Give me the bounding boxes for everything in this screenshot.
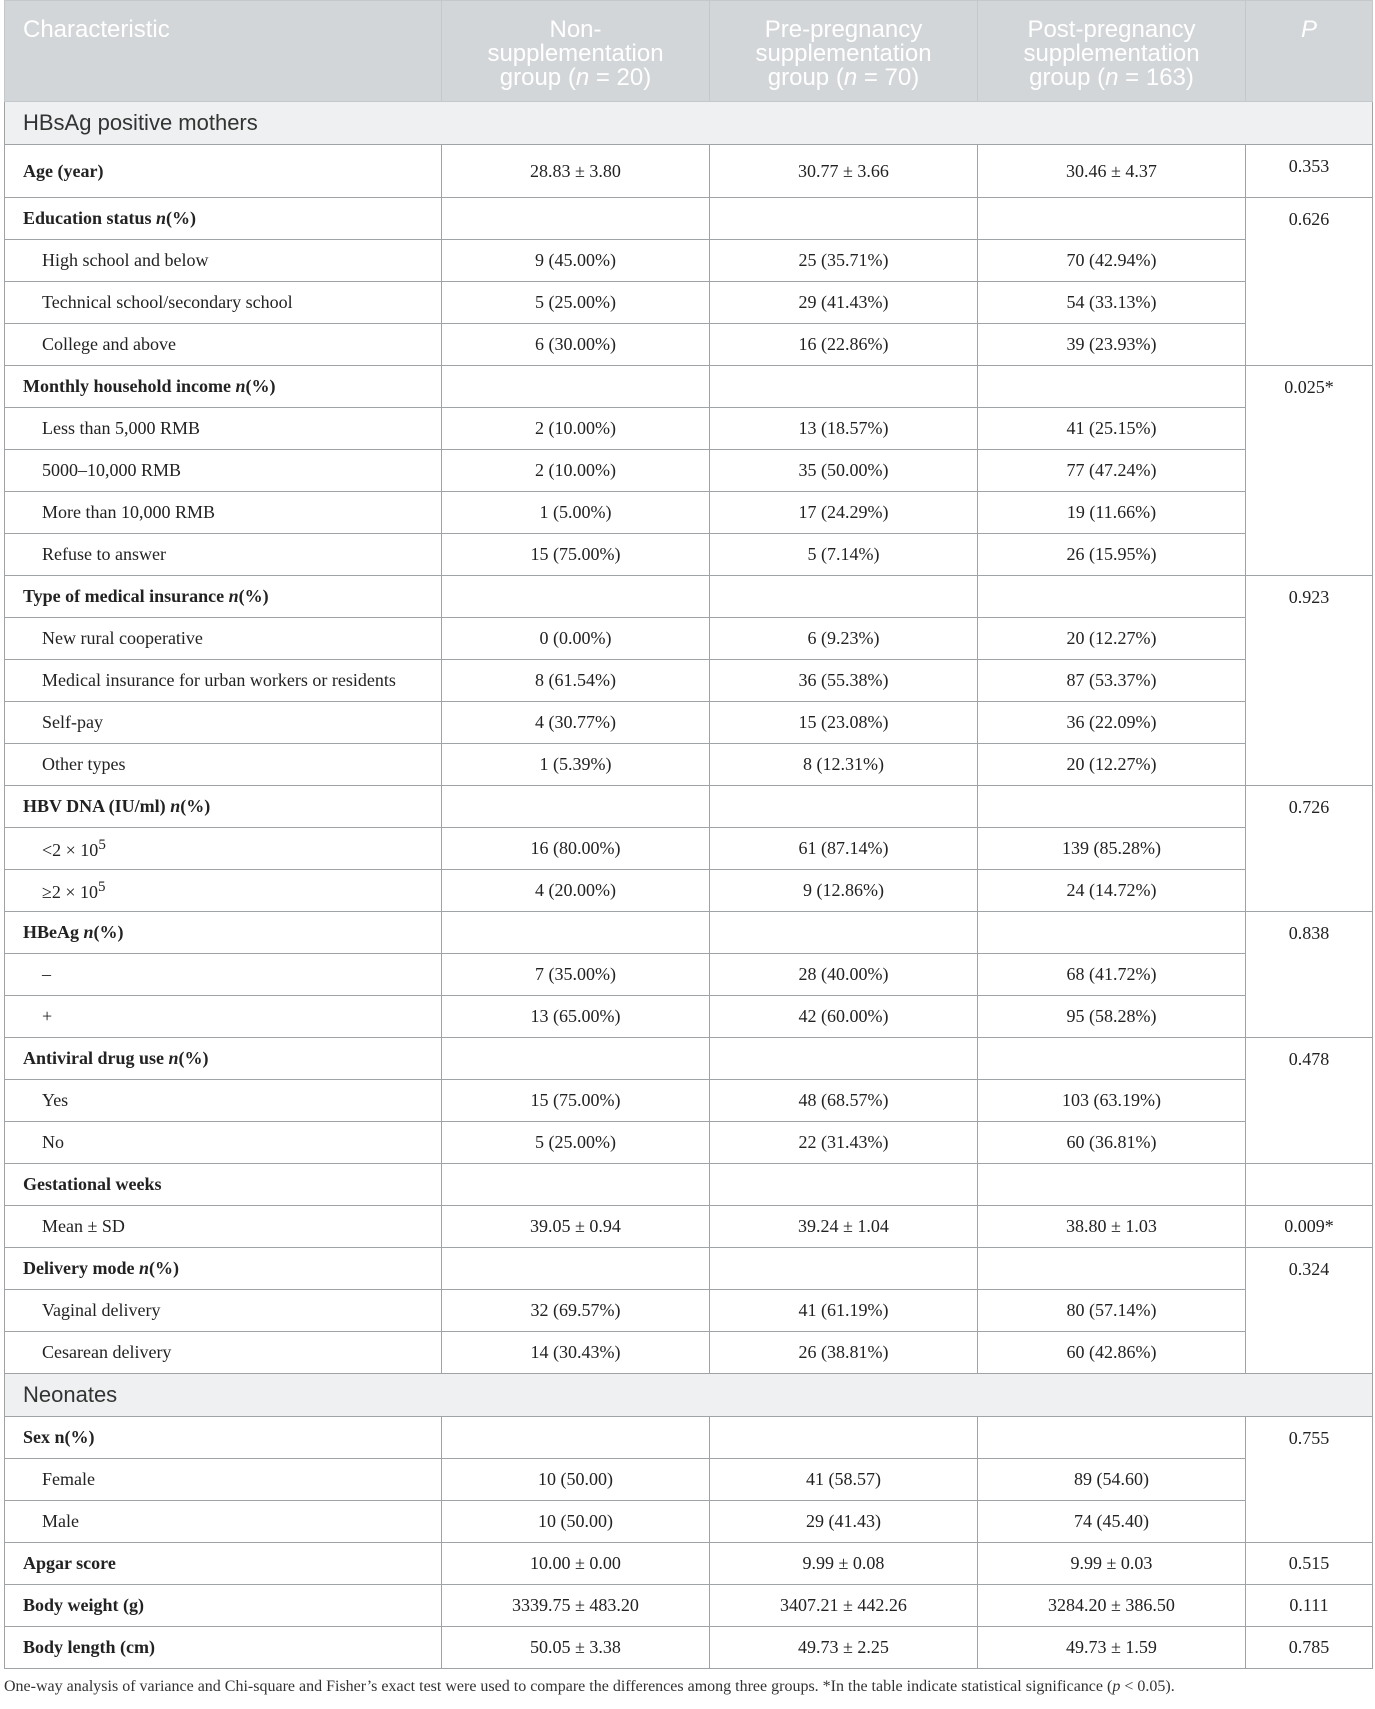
row-label: Delivery mode n(%)	[5, 1248, 442, 1290]
table-row-apgar	[5, 1543, 1373, 1585]
row-label: Type of medical insurance n(%)	[5, 576, 442, 618]
cell-value: 15 (75.00%)	[442, 534, 710, 576]
header-post-pregnancy: Post-pregnancy supplementation group (n = 163)	[978, 1, 1246, 102]
cell-value: 41 (25.15%)	[978, 408, 1246, 450]
cell-value: 7 (35.00%)	[442, 954, 710, 996]
cell-value: 6 (30.00%)	[442, 324, 710, 366]
cell-value: 20 (12.27%)	[978, 618, 1246, 660]
table-row	[5, 1501, 1373, 1543]
row-label: Sex n(%)	[5, 1417, 442, 1459]
table-row	[5, 744, 1373, 786]
row-label: HBV DNA (IU/ml) n(%)	[5, 786, 442, 828]
row-label: Refuse to answer	[5, 534, 442, 576]
row-label: Male	[5, 1501, 442, 1543]
table-row	[5, 702, 1373, 744]
cell-value: 39.24 ± 1.04	[710, 1206, 978, 1248]
cell-value: 74 (45.40)	[978, 1501, 1246, 1543]
cell-value: 4 (20.00%)	[442, 870, 710, 912]
cell-value: 103 (63.19%)	[978, 1080, 1246, 1122]
p-value: 0.515	[1246, 1543, 1373, 1585]
row-label: Gestational weeks	[5, 1164, 442, 1206]
cell-value: 3339.75 ± 483.20	[442, 1585, 710, 1627]
section-title: HBsAg positive mothers	[5, 102, 1373, 145]
cell-value: 8 (12.31%)	[710, 744, 978, 786]
cell-value: 19 (11.66%)	[978, 492, 1246, 534]
row-label: No	[5, 1122, 442, 1164]
table-row	[5, 1122, 1373, 1164]
section-row-neonates	[5, 1374, 1373, 1417]
cell-value: 39.05 ± 0.94	[442, 1206, 710, 1248]
header-row	[5, 1, 1373, 102]
cell-value: 29 (41.43)	[710, 1501, 978, 1543]
p-value: 0.726	[1246, 786, 1373, 912]
characteristics-table	[4, 0, 1373, 1669]
cell-value: 28 (40.00%)	[710, 954, 978, 996]
row-label: College and above	[5, 324, 442, 366]
cell-value: 89 (54.60)	[978, 1459, 1246, 1501]
cell-value: 95 (58.28%)	[978, 996, 1246, 1038]
cell-value: 39 (23.93%)	[978, 324, 1246, 366]
cell-value: 10 (50.00)	[442, 1501, 710, 1543]
table-row	[5, 954, 1373, 996]
cell-value: 30.46 ± 4.37	[978, 145, 1246, 198]
cell-value: 35 (50.00%)	[710, 450, 978, 492]
row-label: Mean ± SD	[5, 1206, 442, 1248]
cell-value: 77 (47.24%)	[978, 450, 1246, 492]
table-footnote: One-way analysis of variance and Chi-square and Fisher’s exact test were used to compare the differences among three groups. *In the table indicate statistical significance (p < 0.05).	[4, 1678, 1175, 1695]
cell-value: 28.83 ± 3.80	[442, 145, 710, 198]
cell-value: 0 (0.00%)	[442, 618, 710, 660]
cell-value: 2 (10.00%)	[442, 450, 710, 492]
table-row	[5, 996, 1373, 1038]
table-row	[5, 450, 1373, 492]
cell-value: 70 (42.94%)	[978, 240, 1246, 282]
table-row-antiviral	[5, 1038, 1373, 1080]
row-label: Monthly household income n(%)	[5, 366, 442, 408]
row-label: Vaginal delivery	[5, 1290, 442, 1332]
cell-value: 41 (58.57)	[710, 1459, 978, 1501]
cell-value: 5 (25.00%)	[442, 282, 710, 324]
row-label: Cesarean delivery	[5, 1332, 442, 1374]
row-label: –	[5, 954, 442, 996]
cell-value: 9.99 ± 0.08	[710, 1543, 978, 1585]
table-row-length	[5, 1627, 1373, 1669]
table-row	[5, 660, 1373, 702]
row-label: Age (year)	[5, 145, 442, 198]
table-row	[5, 282, 1373, 324]
table-row-hbeag	[5, 912, 1373, 954]
cell-value: 54 (33.13%)	[978, 282, 1246, 324]
cell-value: 36 (55.38%)	[710, 660, 978, 702]
cell-value: 36 (22.09%)	[978, 702, 1246, 744]
row-label: Female	[5, 1459, 442, 1501]
table-row-insurance	[5, 576, 1373, 618]
row-label: Yes	[5, 1080, 442, 1122]
p-value: 0.025*	[1246, 366, 1373, 576]
cell-value: 13 (18.57%)	[710, 408, 978, 450]
cell-value: 30.77 ± 3.66	[710, 145, 978, 198]
cell-value: 5 (7.14%)	[710, 534, 978, 576]
p-value: 0.923	[1246, 576, 1373, 786]
table-row	[5, 828, 1373, 870]
row-label: $\ge 2 \times 10^5$	[5, 870, 442, 912]
cell-value: 26 (38.81%)	[710, 1332, 978, 1374]
p-value: 0.838	[1246, 912, 1373, 1038]
table-row	[5, 324, 1373, 366]
cell-value: 15 (75.00%)	[442, 1080, 710, 1122]
cell-value: 1 (5.39%)	[442, 744, 710, 786]
cell-value: 26 (15.95%)	[978, 534, 1246, 576]
p-value: 0.785	[1246, 1627, 1373, 1669]
row-label: High school and below	[5, 240, 442, 282]
p-value: 0.755	[1246, 1417, 1373, 1543]
header-pre-pregnancy: Pre-pregnancy supplementation group (n = 70)	[710, 1, 978, 102]
cell-value: 38.80 ± 1.03	[978, 1206, 1246, 1248]
row-label: Apgar score	[5, 1543, 442, 1585]
table-row	[5, 1332, 1373, 1374]
cell-value: 41 (61.19%)	[710, 1290, 978, 1332]
cell-value: 14 (30.43%)	[442, 1332, 710, 1374]
row-label: 5000–10,000 RMB	[5, 450, 442, 492]
section-title: Neonates	[5, 1374, 1373, 1417]
cell-value: 20 (12.27%)	[978, 744, 1246, 786]
table-row-education	[5, 198, 1373, 240]
row-label: Body weight (g)	[5, 1585, 442, 1627]
table-row-income	[5, 366, 1373, 408]
cell-value: 15 (23.08%)	[710, 702, 978, 744]
cell-value: 9 (45.00%)	[442, 240, 710, 282]
cell-value: 10 (50.00)	[442, 1459, 710, 1501]
table-container	[4, 0, 1372, 1696]
cell-value: 9.99 ± 0.03	[978, 1543, 1246, 1585]
row-label: Technical school/secondary school	[5, 282, 442, 324]
p-value: 0.353	[1246, 145, 1373, 198]
table-row-sex	[5, 1417, 1373, 1459]
cell-value: 60 (42.86%)	[978, 1332, 1246, 1374]
p-value: 0.478	[1246, 1038, 1373, 1164]
row-label: More than 10,000 RMB	[5, 492, 442, 534]
table-row-gestational	[5, 1164, 1373, 1206]
row-label: Less than 5,000 RMB	[5, 408, 442, 450]
table-row	[5, 1080, 1373, 1122]
cell-value: 80 (57.14%)	[978, 1290, 1246, 1332]
row-label: Self-pay	[5, 702, 442, 744]
table-row	[5, 408, 1373, 450]
cell-value: 42 (60.00%)	[710, 996, 978, 1038]
cell-value: 87 (53.37%)	[978, 660, 1246, 702]
cell-value: 10.00 ± 0.00	[442, 1543, 710, 1585]
section-row-mothers	[5, 102, 1373, 145]
table-row	[5, 534, 1373, 576]
cell-value: 2 (10.00%)	[442, 408, 710, 450]
p-value: 0.626	[1246, 198, 1373, 366]
table-row-delivery	[5, 1248, 1373, 1290]
cell-value: 32 (69.57%)	[442, 1290, 710, 1332]
header-characteristic: Characteristic	[5, 1, 442, 102]
row-label: New rural cooperative	[5, 618, 442, 660]
cell-value: 61 (87.14%)	[710, 828, 978, 870]
cell-value: 60 (36.81%)	[978, 1122, 1246, 1164]
p-value: 0.009*	[1246, 1206, 1373, 1248]
row-label: +	[5, 996, 442, 1038]
table-row	[5, 618, 1373, 660]
table-row-age	[5, 145, 1373, 198]
cell-value: 16 (80.00%)	[442, 828, 710, 870]
table-row	[5, 492, 1373, 534]
row-label: $<2 \times 10^5$	[5, 828, 442, 870]
table-row	[5, 870, 1373, 912]
cell-value: 22 (31.43%)	[710, 1122, 978, 1164]
table-row	[5, 1206, 1373, 1248]
table-row	[5, 1459, 1373, 1501]
cell-value: 16 (22.86%)	[710, 324, 978, 366]
cell-value: 5 (25.00%)	[442, 1122, 710, 1164]
cell-value: 49.73 ± 1.59	[978, 1627, 1246, 1669]
cell-value: 49.73 ± 2.25	[710, 1627, 978, 1669]
table-row	[5, 240, 1373, 282]
header-non-supplementation: Non- supplementation group (n = 20)	[442, 1, 710, 102]
cell-value: 4 (30.77%)	[442, 702, 710, 744]
cell-value: 25 (35.71%)	[710, 240, 978, 282]
cell-value: 139 (85.28%)	[978, 828, 1246, 870]
row-label: Medical insurance for urban workers or residents	[5, 660, 442, 702]
cell-value: 24 (14.72%)	[978, 870, 1246, 912]
table-row-hbv-dna	[5, 786, 1373, 828]
header-p-value: P	[1246, 1, 1373, 102]
cell-value: 6 (9.23%)	[710, 618, 978, 660]
table-row-weight	[5, 1585, 1373, 1627]
cell-value: 29 (41.43%)	[710, 282, 978, 324]
cell-value: 3284.20 ± 386.50	[978, 1585, 1246, 1627]
cell-value: 1 (5.00%)	[442, 492, 710, 534]
p-value: 0.324	[1246, 1248, 1373, 1374]
cell-value: 13 (65.00%)	[442, 996, 710, 1038]
cell-value: 50.05 ± 3.38	[442, 1627, 710, 1669]
cell-value: 8 (61.54%)	[442, 660, 710, 702]
cell-value: 17 (24.29%)	[710, 492, 978, 534]
row-label: HBeAg n(%)	[5, 912, 442, 954]
row-label: Body length (cm)	[5, 1627, 442, 1669]
cell-value: 9 (12.86%)	[710, 870, 978, 912]
row-label: Education status n(%)	[5, 198, 442, 240]
p-value: 0.111	[1246, 1585, 1373, 1627]
row-label: Antiviral drug use n(%)	[5, 1038, 442, 1080]
row-label: Other types	[5, 744, 442, 786]
cell-value: 3407.21 ± 442.26	[710, 1585, 978, 1627]
table-row	[5, 1290, 1373, 1332]
cell-value: 48 (68.57%)	[710, 1080, 978, 1122]
cell-value: 68 (41.72%)	[978, 954, 1246, 996]
